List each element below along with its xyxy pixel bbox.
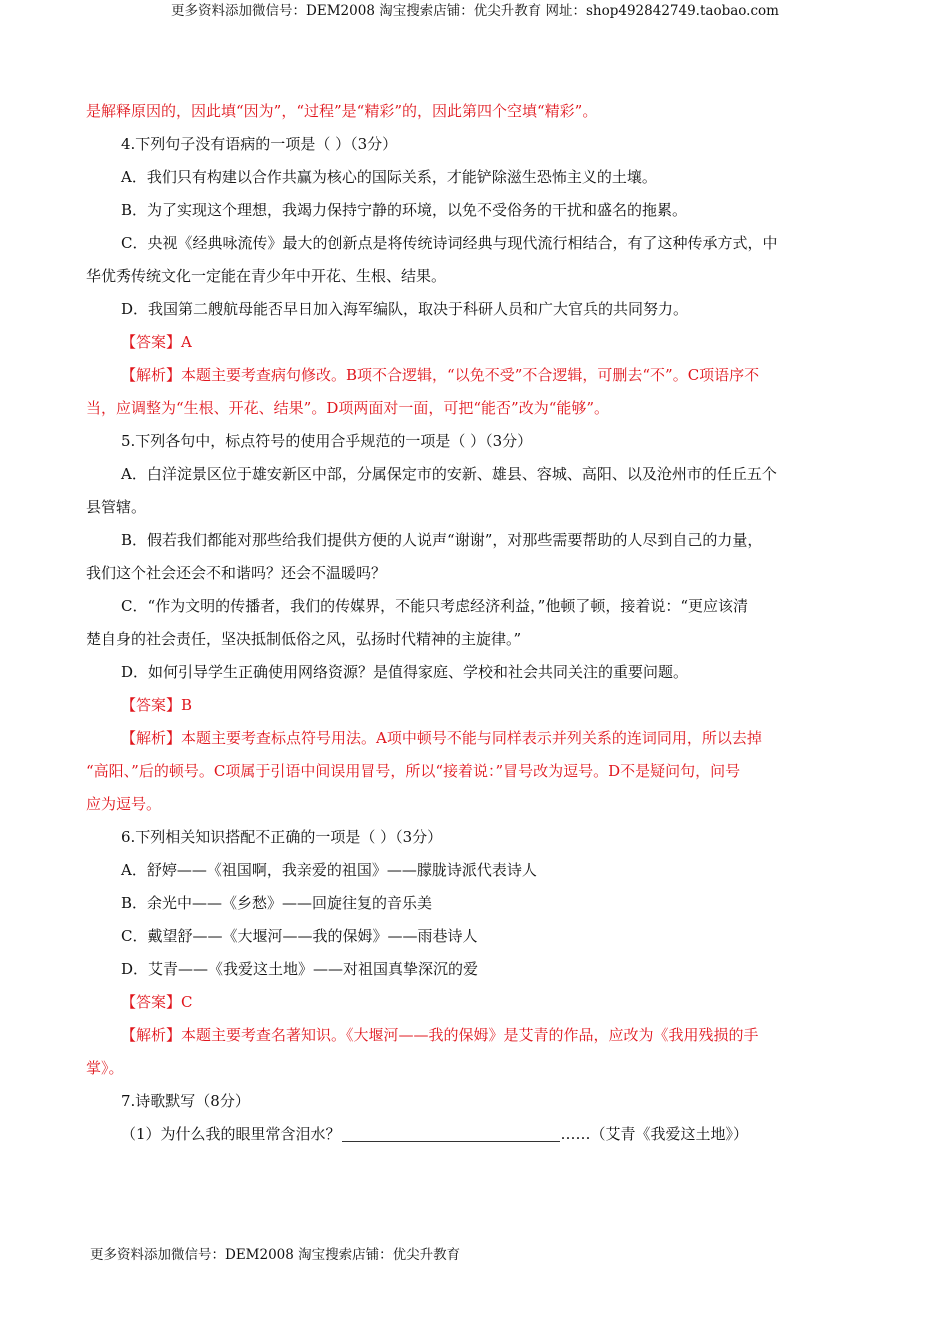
question-4-option-c-cont: 华优秀传统文化一定能在青少年中开花、生根、结果。 [86, 267, 447, 285]
question-4-option-a: A．我们只有构建以合作共赢为核心的国际关系，才能铲除滋生恐怖主义的土壤。 [121, 168, 657, 186]
question-6-option-b: B．余光中——《乡愁》——回旋往复的音乐美 [121, 894, 433, 912]
question-4-stem: 4.下列句子没有语病的一项是（ ）（3分） [121, 135, 398, 153]
question-5-option-a-cont: 县管辖。 [86, 498, 147, 516]
question-5-option-b: B．假若我们都能对那些给我们提供方便的人说声“谢谢”，对那些需要帮助的人尽到自己的力量， [121, 531, 763, 549]
question-4-option-d: D．我国第二艘航母能否早日加入海军编队，取决于科研人员和广大官兵的共同努力。 [121, 300, 689, 318]
question-6-option-c: C．戴望舒——《大堰河——我的保姆》——雨巷诗人 [121, 927, 478, 945]
question-4-option-b: B．为了实现这个理想，我竭力保持宁静的环境，以免不受俗务的干扰和盛名的拖累。 [121, 201, 688, 219]
question-5-option-a: A．白洋淀景区位于雄安新区中部，分属保定市的安新、雄县、容城、高阳、以及沧州市的任丘五个 [121, 465, 777, 483]
question-5-option-c: C．“作为文明的传播者，我们的传媒界，不能只考虑经济利益，”他顿了顿，接着说：“更应该清 [121, 597, 748, 615]
question-7-stem: 7.诗歌默写（8分） [121, 1092, 250, 1110]
question-5-analysis-cont: “高阳、”后的顿号。C项属于引语中间误用冒号，所以“接着说：”冒号改为逗号。D不是疑问句，问号 [86, 762, 741, 780]
question-7-item-1-prompt: （1）为什么我的眼里常含泪水？ [121, 1125, 341, 1143]
page-footer: 更多资料添加微信号：DEM2008 淘宝搜索店铺：优尖升教育 [90, 1247, 461, 1263]
question-5-analysis: 【解析】本题主要考查标点符号用法。A项中顿号不能与同样表示并列关系的连词同用，所以去掉 [121, 729, 762, 747]
question-7-item-1 [86, 1123, 868, 1156]
question-5-analysis-end: 应为逗号。 [86, 795, 162, 813]
question-5-option-c-cont: 楚自身的社会责任，坚决抵制低俗之风，弘扬时代精神的主旋律。” [86, 630, 522, 648]
question-6-analysis: 【解析】本题主要考查名著知识。《大堰河——我的保姆》是艾青的作品，应改为《我用残损的手 [121, 1026, 759, 1044]
question-6-answer: 【答案】C [121, 993, 193, 1011]
question-5-stem: 5.下列各句中，标点符号的使用合乎规范的一项是（ ）（3分） [121, 432, 533, 450]
fill-in-blank[interactable] [342, 1125, 560, 1142]
document-body [86, 100, 868, 1156]
question-6-analysis-cont: 掌》。 [86, 1059, 124, 1077]
question-6-option-d: D．艾青——《我爱这土地》——对祖国真挚深沉的爱 [121, 960, 479, 978]
question-4-option-c: C．央视《经典咏流传》最大的创新点是将传统诗词经典与现代流行相结合，有了这种传承方式，中 [121, 234, 778, 252]
page-header: 更多资料添加微信号：DEM2008 淘宝搜索店铺：优尖升教育 网址：shop492842749.taobao.com [171, 3, 779, 19]
question-5-option-b-cont: 我们这个社会还会不和谐吗？还会不温暖吗？ [86, 564, 387, 582]
question-6-stem: 6.下列相关知识搭配不正确的一项是（ ）（3分） [121, 828, 443, 846]
question-6-option-a: A．舒婷——《祖国啊，我亲爱的祖国》——朦胧诗派代表诗人 [121, 861, 537, 879]
question-7-item-1-source: ……（艾青《我爱这土地》） [560, 1125, 749, 1143]
question-4-analysis: 【解析】本题主要考查病句修改。B项不合逻辑，“以免不受”不合逻辑，可删去“不”。C项语序不 [121, 366, 760, 384]
question-5-option-d: D．如何引导学生正确使用网络资源？是值得家庭、学校和社会共同关注的重要问题。 [121, 663, 689, 681]
question-4-analysis-cont: 当，应调整为“生根、开花、结果”。D项两面对一面，可把“能否”改为“能够”。 [86, 399, 610, 417]
question-4-answer: 【答案】A [121, 333, 192, 351]
analysis-continuation: 是解释原因的，因此填“因为”，“过程”是“精彩”的，因此第四个空填“精彩”。 [86, 102, 598, 120]
question-5-answer: 【答案】B [121, 696, 193, 714]
